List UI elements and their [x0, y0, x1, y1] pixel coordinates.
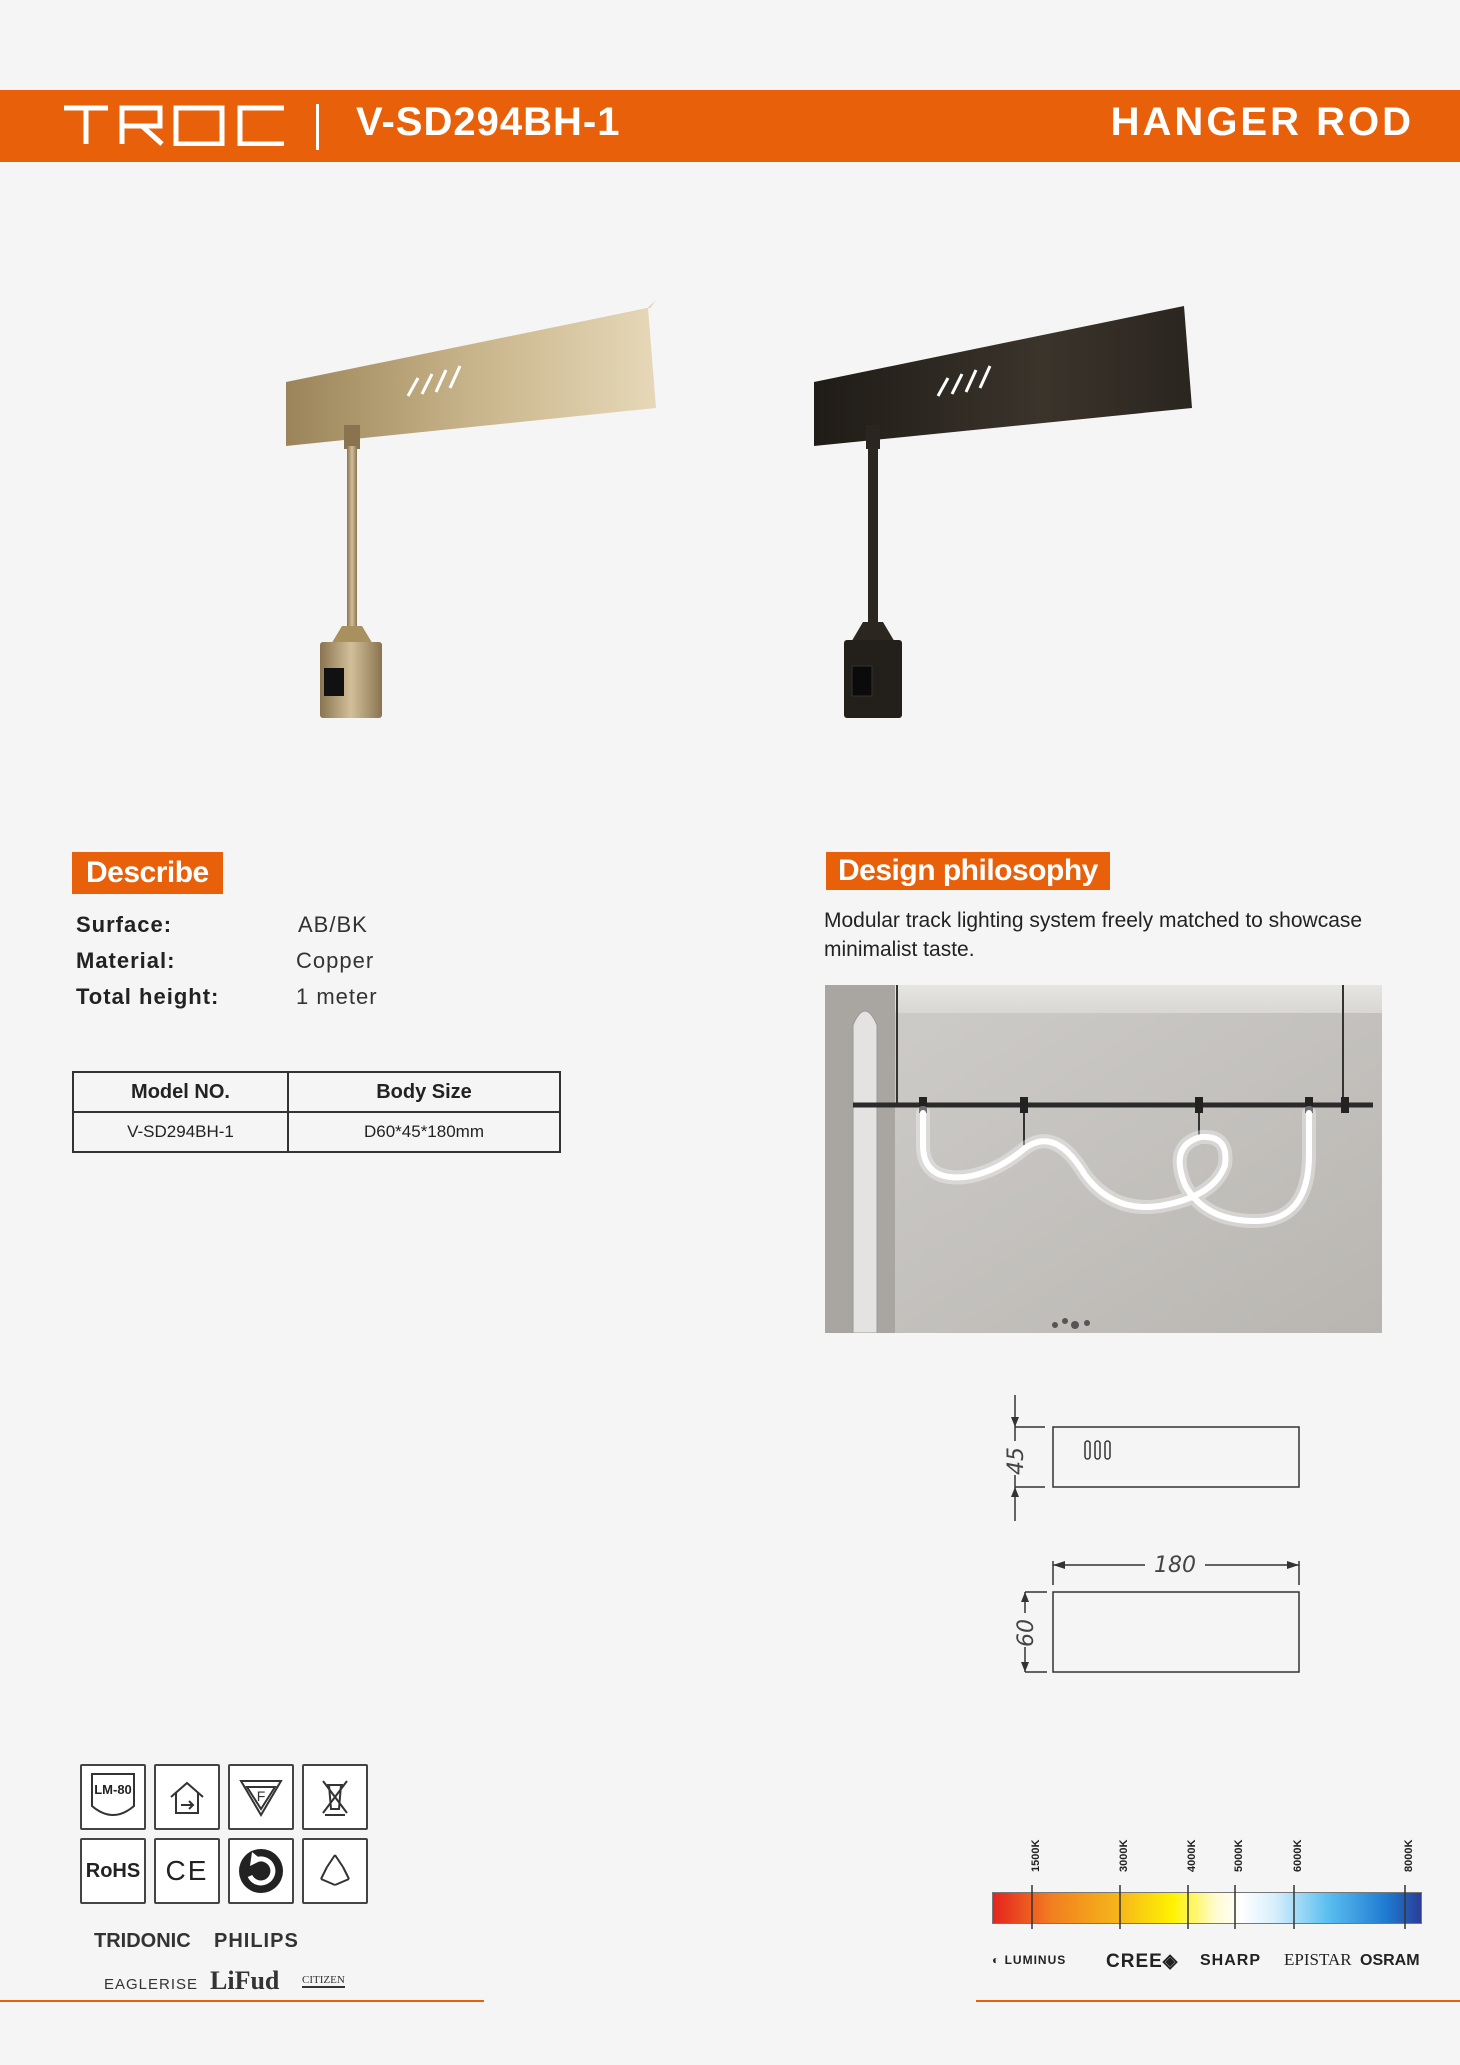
height-label: 45 — [1004, 1447, 1029, 1475]
tick-4000k: 4000K — [1186, 1839, 1198, 1872]
table-header-model: Model NO. — [73, 1072, 288, 1112]
tick-5000k: 5000K — [1233, 1839, 1245, 1872]
tick-3000k: 3000K — [1118, 1839, 1130, 1872]
spec-label-surface: Surface: — [76, 912, 173, 937]
color-temperature-ticks — [992, 1885, 1422, 1929]
chip-brand-epistar: EPISTAR — [1284, 1950, 1352, 1969]
spec-value-surface: AB/BK — [298, 912, 368, 937]
dimension-drawing — [995, 1385, 1315, 1685]
f-mark-icon — [228, 1764, 294, 1830]
chip-brand-luminus: ◐ LUMINUS — [992, 1953, 1067, 1967]
size-table — [72, 1071, 561, 1153]
spec-label-material: Material: — [76, 948, 176, 973]
table-cell-model: V-SD294BH-1 — [73, 1112, 288, 1152]
recycling-icon — [302, 1838, 368, 1904]
chip-brand-sharp: SHARP — [1200, 1952, 1262, 1969]
weee-bin-icon — [302, 1764, 368, 1830]
chip-brand-cree: CREE◈ — [1106, 1951, 1179, 1972]
describe-heading: Describe — [72, 852, 223, 894]
tick-8000k: 8000K — [1403, 1839, 1415, 1872]
rohs-icon: RoHS — [80, 1838, 146, 1904]
design-heading: Design philosophy — [826, 852, 1110, 890]
indoor-use-icon — [154, 1764, 220, 1830]
brand-lifud: LiFud — [210, 1966, 280, 1995]
brand-philips: PHILIPS — [214, 1930, 299, 1952]
table-header-row — [73, 1072, 560, 1112]
product-image-black — [800, 300, 1200, 730]
table-header-size: Body Size — [288, 1072, 560, 1112]
table-cell-size: D60*45*180mm — [288, 1112, 560, 1152]
product-image-brass — [270, 300, 670, 730]
brand-eaglerise: EAGLERISE — [104, 1976, 199, 1993]
page-title: HANGER ROD — [1110, 100, 1414, 144]
footer-rule-right — [976, 2000, 1460, 2002]
svg-text:TROC: TROC — [62, 104, 65, 105]
footer-rule-left — [0, 2000, 484, 2002]
brand-citizen: CITIZEN — [302, 1974, 345, 1986]
svg-text:LM-80: LM-80 — [94, 1782, 132, 1797]
recycle-arrow-icon — [228, 1838, 294, 1904]
svg-text:F: F — [256, 1788, 266, 1804]
ce-mark-icon: CE — [154, 1838, 220, 1904]
lm80-badge-icon — [80, 1764, 146, 1830]
troc-logo — [62, 104, 290, 146]
spec-label-height: Total height: — [76, 984, 220, 1009]
model-number: V-SD294BH-1 — [356, 100, 621, 144]
spec-value-material: Copper — [296, 948, 375, 973]
brand-tridonic: TRIDONIC — [94, 1930, 191, 1952]
installation-photo — [825, 985, 1382, 1333]
tick-6000k: 6000K — [1292, 1839, 1304, 1872]
depth-label: 60 — [1014, 1619, 1039, 1647]
tick-1500k: 1500K — [1030, 1839, 1042, 1872]
length-label: 180 — [1154, 1553, 1196, 1578]
table-row — [73, 1112, 560, 1152]
design-text: Modular track lighting system freely matched to showcase minimalist taste. — [824, 909, 1363, 961]
spec-value-height: 1 meter — [296, 984, 378, 1009]
header-divider — [316, 104, 319, 150]
chip-brand-osram: OSRAM — [1360, 1952, 1420, 1969]
